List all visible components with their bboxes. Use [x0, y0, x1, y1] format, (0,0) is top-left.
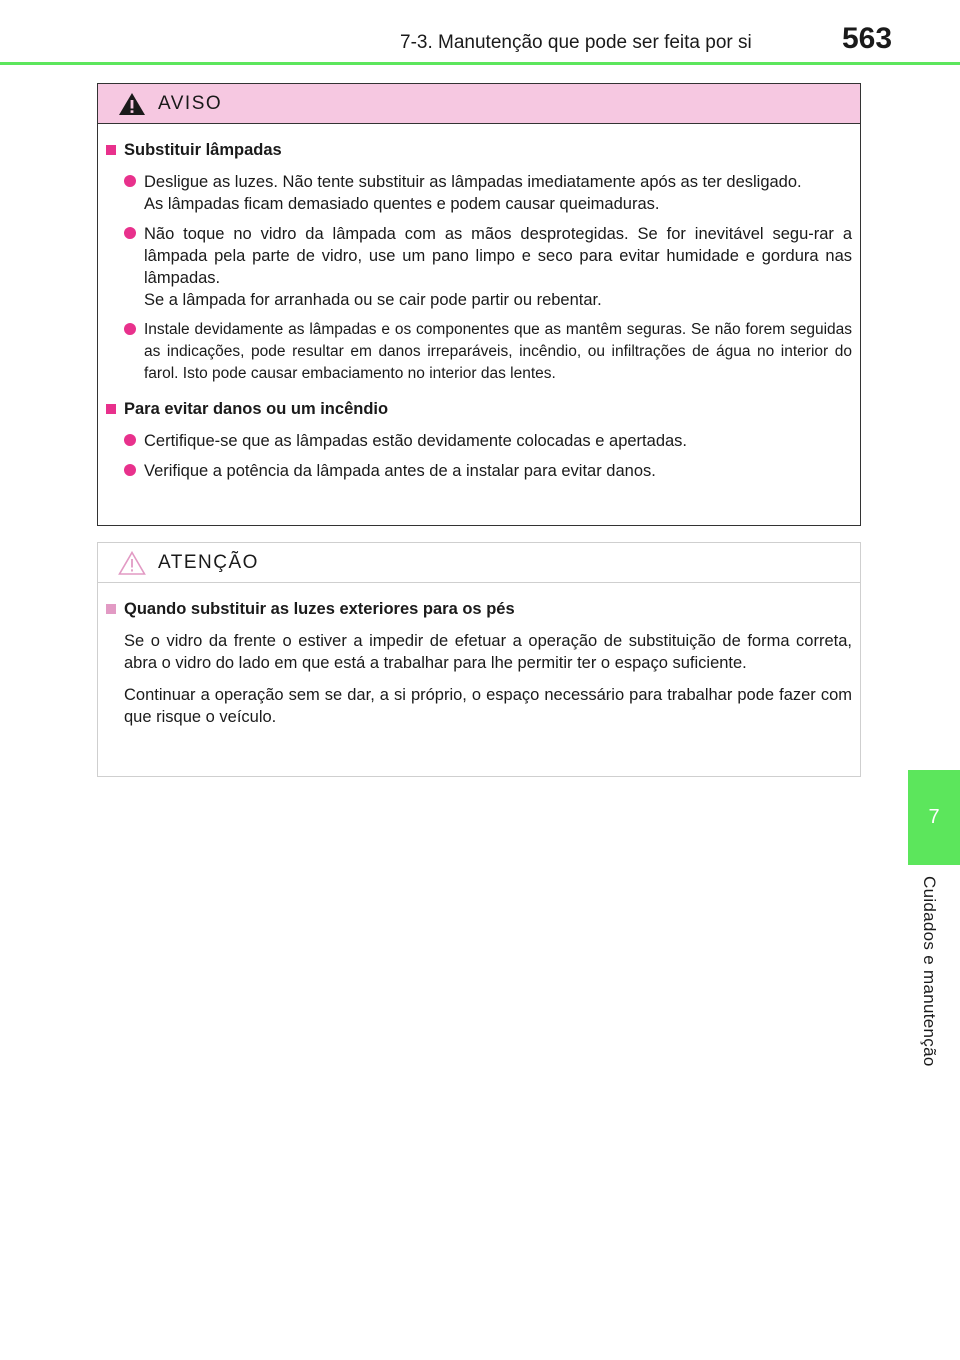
list-item [106, 171, 852, 215]
square-bullet-icon [106, 604, 116, 614]
list-item [106, 223, 852, 311]
bullet-text: Se a lâmpada for arranhada ou se cair pode partir ou rebentar. [144, 291, 602, 309]
paragraph: Se o vidro da frente o estiver a impedir de efetuar a operação de substituição de forma correta, abra o vidro do lado em que está a trabalhar para lhe permitir ter o espaço suficiente. [124, 632, 852, 672]
warning-box-header [98, 84, 860, 124]
heading-text: Quando substituir as luzes exteriores para os pés [124, 600, 515, 618]
square-bullet-icon [106, 404, 116, 414]
heading-text: Para evitar danos ou um incêndio [124, 400, 389, 418]
section-heading [106, 399, 852, 420]
warning-box [97, 83, 861, 526]
bullet-text: Verifique a potência da lâmpada antes de a instalar para evitar danos. [144, 462, 656, 480]
page-number: 563 [842, 22, 893, 55]
bullet-text: As lâmpadas ficam demasiado quentes e podem causar queimaduras. [144, 195, 660, 213]
bullet-text: Não toque no vidro da lâmpada com as mãos desprotegidas. Se for inevitável segu-rar a lâmpada pela parte de vidro, use um pano limpo e seco para evitar humidade e gordura nas lâmpadas. [144, 225, 852, 287]
warning-triangle-icon [118, 92, 146, 116]
caution-box-title: ATENÇÃO [158, 552, 259, 573]
round-bullet-icon [124, 434, 136, 446]
list-item [106, 319, 852, 385]
caution-triangle-icon [118, 551, 146, 575]
section-title: 7-3. Manutenção que pode ser feita por si [400, 32, 752, 53]
round-bullet-icon [124, 323, 136, 335]
round-bullet-icon [124, 175, 136, 187]
round-bullet-icon [124, 227, 136, 239]
warning-box-body [98, 124, 860, 482]
caution-box [97, 542, 861, 777]
section-heading [106, 140, 852, 161]
paragraph: Continuar a operação sem se dar, a si próprio, o espaço necessário para trabalhar pode fazer com que risque o veículo. [124, 686, 852, 726]
round-bullet-icon [124, 464, 136, 476]
square-bullet-icon [106, 145, 116, 155]
heading-text: Substituir lâmpadas [124, 141, 282, 159]
header-rule [0, 62, 960, 65]
list-item [106, 430, 852, 452]
chapter-number: 7 [928, 806, 940, 828]
section-heading [106, 599, 852, 620]
list-item [106, 460, 852, 482]
bullet-text: Instale devidamente as lâmpadas e os componentes que as mantêm seguras. Se não forem seguidas as indicações, pode resultar em danos irreparáveis, incêndio, ou infiltrações de água no interior do farol. Isto pode causar embaciamento no interior das lentes. [144, 321, 852, 382]
warning-box-title: AVISO [158, 93, 223, 114]
chapter-tab [908, 770, 960, 865]
caution-box-body [98, 583, 860, 728]
bullet-text: Certifique-se que as lâmpadas estão devidamente colocadas e apertadas. [144, 432, 688, 450]
chapter-label: Cuidados e manutenção [920, 876, 939, 1067]
caution-box-header [98, 543, 860, 583]
bullet-text: Desligue as luzes. Não tente substituir as lâmpadas imediatamente após as ter desligado. [144, 173, 802, 191]
